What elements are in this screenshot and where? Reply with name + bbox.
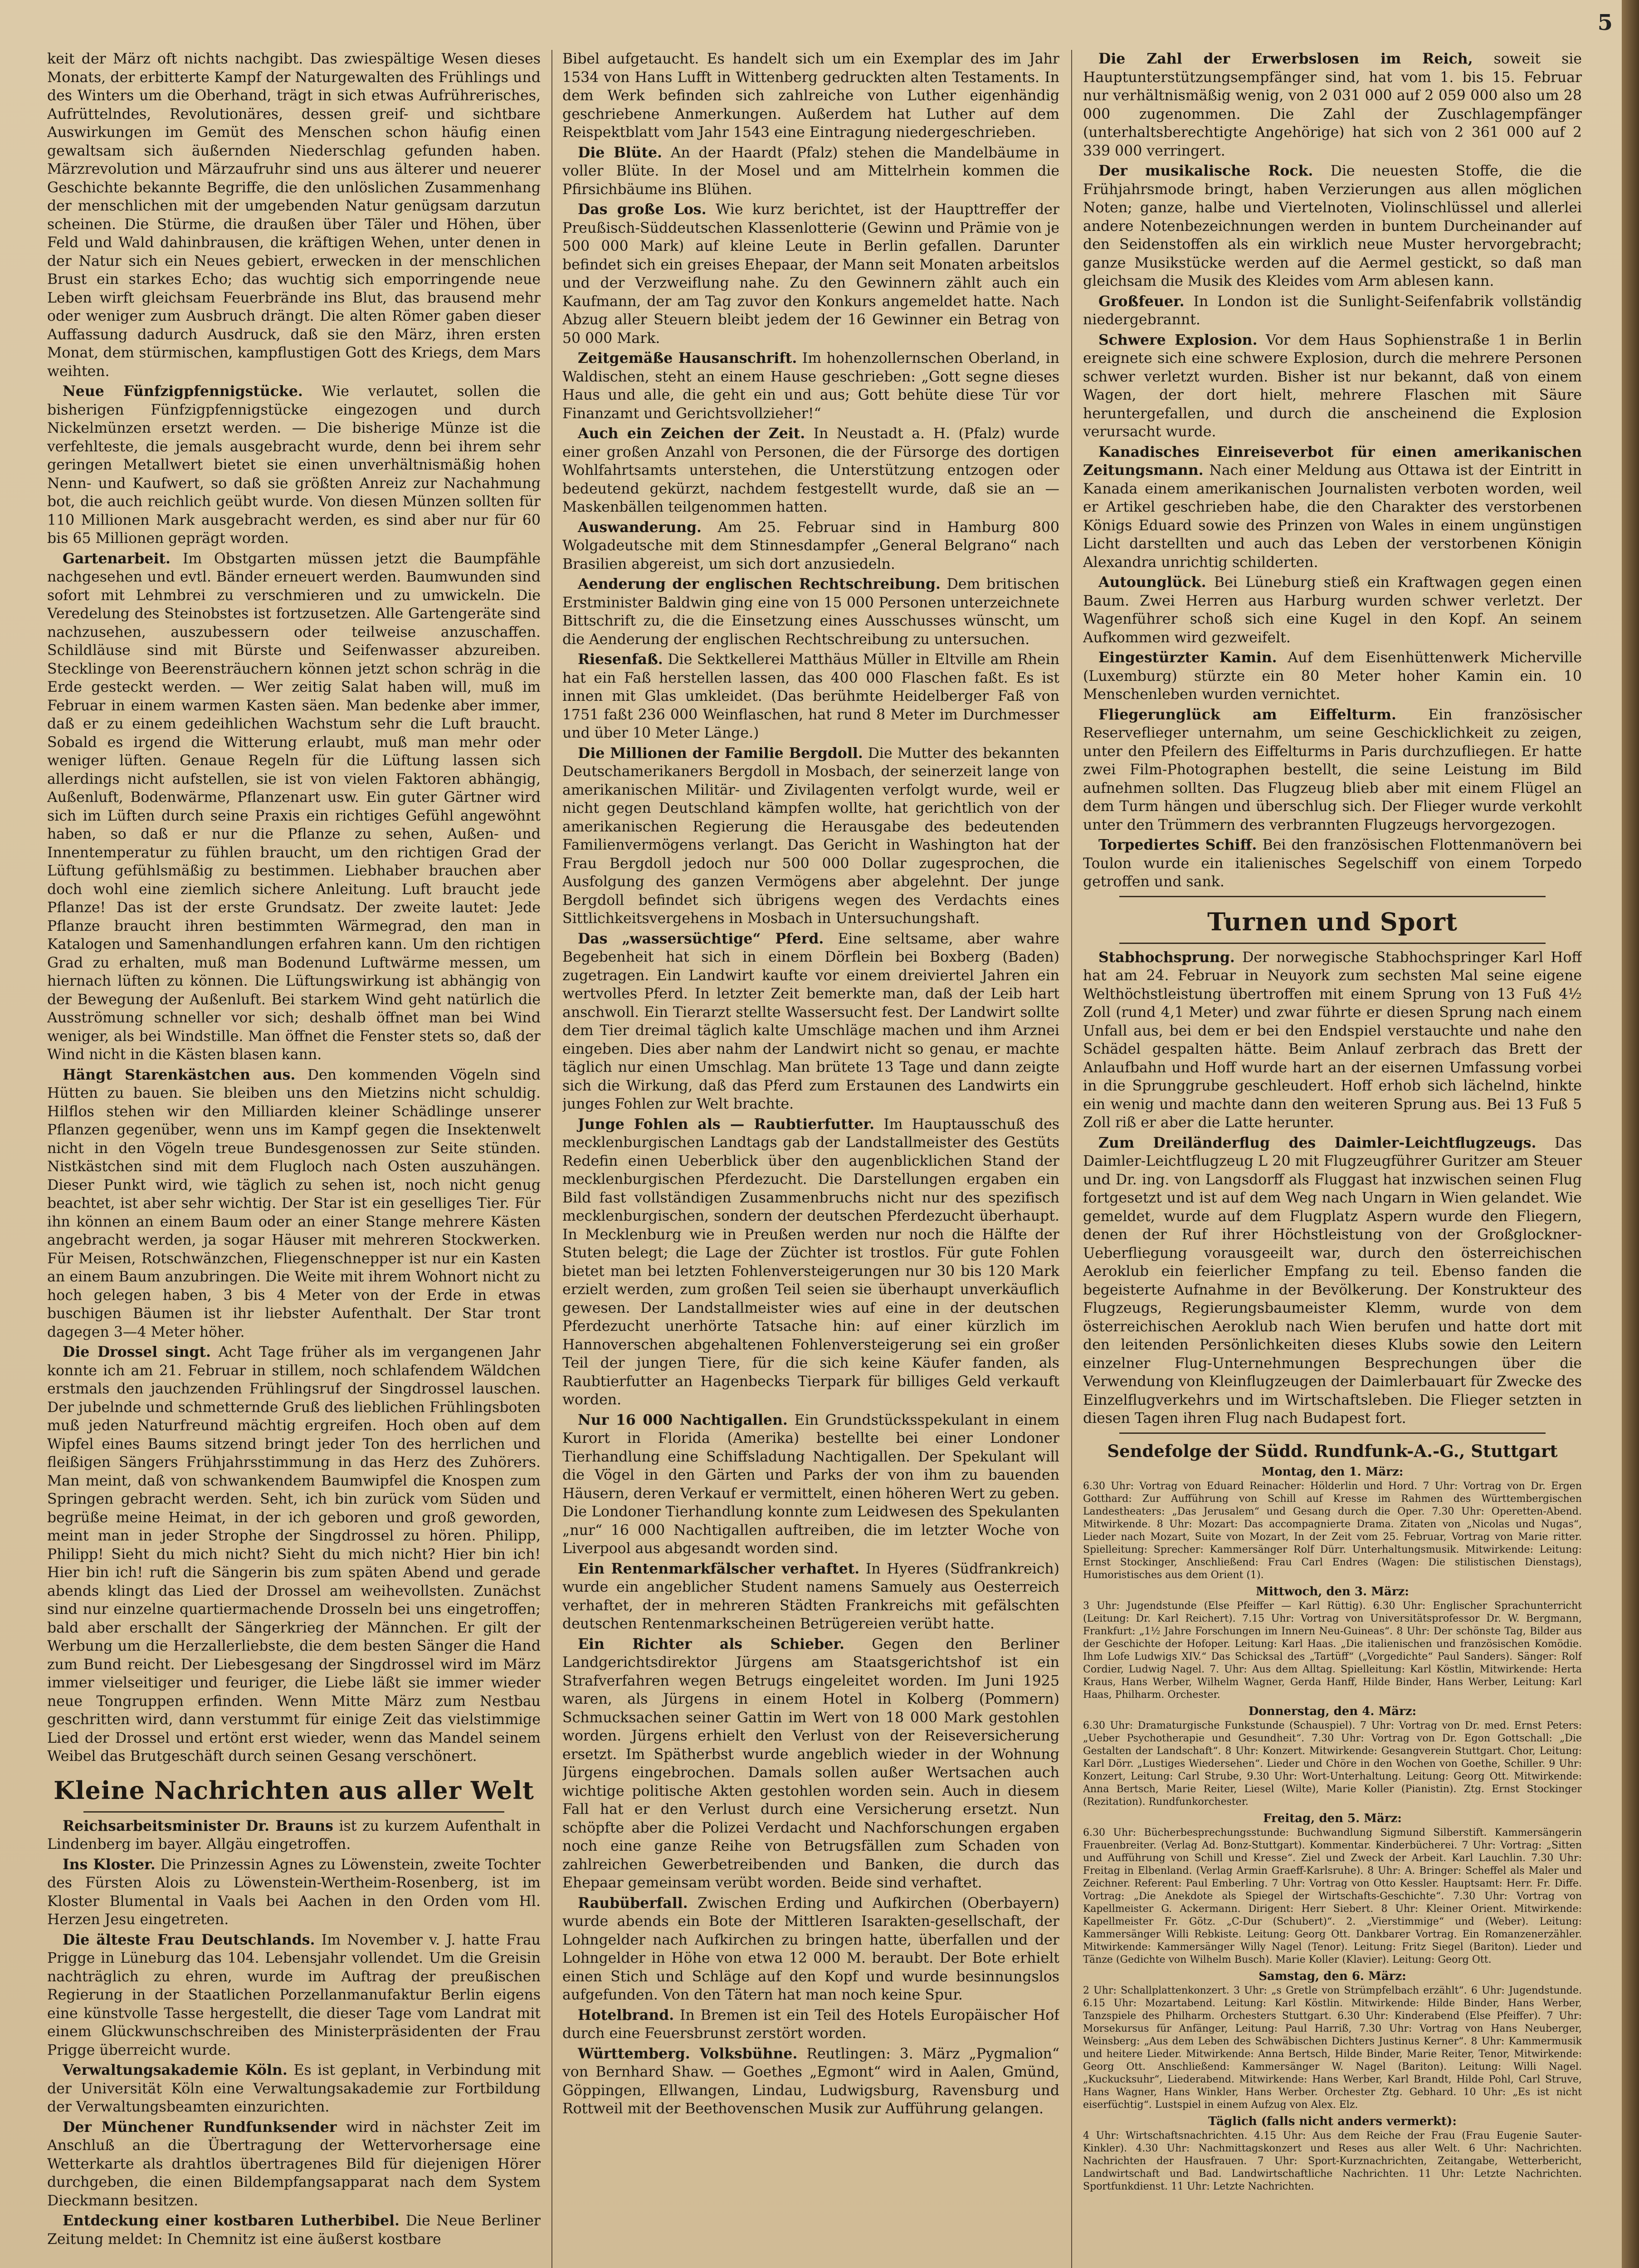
article-thrush-text: Acht Tage früher als im vergangenen Jahr konnte ich am 21. Februar in stillem, noch schlafendem Wäldchen erstmals den jauchzenden Frühlingsruf der Singdrossel lauschen. Der jubelnde und schmetternde Gruß des lieblichen Frühlingsboten muß jeden Naturfreund mächtig ergreifen. Hoch oben auf dem Wipfel eines Baums sitzend bringt jeder Ton des herrlichen und fleißigen Sängers Frühjahrsstimmung in das Herz des Zuhörers. Man meint, daß von schwankendem Baumwipfel die Knospen zum Springen gebracht werden. Seht, ich bin zurück vom Süden und begrüße meine Heimat, in der ich geboren und groß geworden, meint man in jeder Strophe der Singdrossel zu hören. Philipp, Philipp! Sieht du mich nicht? Sieht du mich nicht? Hier bin ich! Hier bin ich! ruft die Sängerin bis zum späten Abend und gerade abends klingt das Lied der Drossel am weihevollsten. Zunächst sind nur einzelne quartiermachende Drosseln bei uns eingetroffen; bald aber erschallt der Sängerkrieg der Männchen. Er gilt der Werbung um die Herzallerliebste, die dem besten Sänger die Hand zum Bund reicht. Der Liebesgesang der Singdrossel wird im März immer vielseitiger und feuriger, die Liebe läßt sie immer wieder neue Tongruppen erfinden. Wenn Mitte März zum Nestbau geschritten wird, dann verstummt für einige Zeit das vielstimmige Lied der Drossel und ertönt erst wieder, wenn das Mandel seinem Weibel das Brutgeschäft durch seinen Gesang verschönert.: [47, 1344, 541, 1765]
article-bergdoll-text: Die Mutter des bekannten Deutschamerikaners Bergdoll in Mosbach, der seinerzeit lange von amerikanischen Militär- und Zivilagenten verfolgt wurde, weil er nicht gegen Deutschland kämpfen wollte, hat gerichtlich von der amerikanischen Regierung die Herausgabe des bedeutenden Familienvermögens verlangt. Das Gericht in Washington hat der Frau Bergdoll jedoch nur 500 000 Dollar zugesprochen, die Ausfolgung des ganzen Vermögens aber abgelehnt. Der junge Bergdoll befindet sich übrigens wegen des Verdachts eines Sittlichkeitsvergehens in Mosbach in Untersuchungshaft.: [562, 745, 1059, 927]
article-musical-skirt-title: Der musikalische Rock.: [1098, 162, 1313, 179]
program-daily: Täglich (falls nicht anders vermerkt):: [1208, 2115, 1457, 2128]
article-oldest-woman-title: Die älteste Frau Deutschlands.: [63, 1931, 315, 1948]
article-eiffel: [1083, 706, 1582, 835]
article-foals: [562, 1115, 1059, 1409]
article-musical-skirt-text: Die neuesten Stoffe, die die Frühjahrsmode bringt, haben Verzierungen aus allen möglichen Noten; ganze, halbe und Viertelnoten, Violinschlüssel und allerlei andere Notenbezeichnungen werden in buntem Durcheinander auf den Seidenstoffen als ein wirklich neue Muster hervorgebracht; ganze Musikstücke werden auf die Aermel gestickt, so daß man gleichsam die Musik des Kleides vom Arm ablesen kann.: [1083, 163, 1582, 289]
page-number: 5: [1597, 10, 1613, 35]
article-radio-title: Der Münchener Rundfunksender: [63, 2118, 337, 2136]
article-car-accident-title: Autounglück.: [1098, 574, 1206, 591]
article-coins-title: Neue Fünfzigpfennigstücke.: [63, 383, 303, 400]
section-divider: [83, 1811, 504, 1813]
article-foals-title: Junge Fohlen als — Raubtierfutter.: [578, 1115, 875, 1133]
article-radio-text: wird in nächster Zeit im Anschluß an die Übertragung der Wettervorhersage eine Wetterkarte als drahtlos übertragenes Bild für diejenigen Hörer durchgeben, die einen Bildempfangsapparat nach dem System Dieckmann besitzen.: [47, 2119, 541, 2209]
article-chimney: [1083, 649, 1582, 704]
article-march: [47, 50, 541, 381]
article-academy-text: Es ist geplant, in Verbindung mit der Universität Köln eine Verwaltungsakademie zur Fortbildung der Verwaltungsbeamten einzurichten.: [47, 2062, 541, 2115]
article-sign-of-times: [562, 425, 1059, 517]
article-nightingales-text: Ein Grundstücksspekulant in einem Kurort in Florida (Amerika) bestellte bei einer Londoner Tierhandlung eine Schiffsladung Nachtigallen. Der Spekulant will die Vögel in den Gärten und Parks der von ihm zu bauenden Häusern, deren Verkauf er vermittelt, einen höheren Wert zu geben. Die Londoner Tierhandlung konnte zum Leidwesen des Spekulanten „nur“ 16 000 Nachtigallen auftreiben, die im letzter Woche von Liverpool aus abgesandt worden sind.: [562, 1412, 1059, 1557]
article-radio: [47, 2118, 541, 2210]
article-horse: [562, 930, 1059, 1114]
article-judge-title: Ein Richter als Schieber.: [578, 1635, 844, 1652]
article-starlings: [47, 1066, 541, 1342]
article-bloom-title: Die Blüte.: [578, 144, 663, 161]
article-big-fire: [1083, 293, 1582, 329]
article-hotel-fire-text: In Bremen ist ein Teil des Hotels Europäischer Hof durch eine Feuersbrunst zerstört worden.: [562, 2007, 1059, 2042]
section-heading-sport: Turnen und Sport: [1207, 907, 1458, 936]
article-car-accident-text: Bei Lüneburg stieß ein Kraftwagen gegen einen Baum. Zwei Herren aus Harburg wurden schwer verletzt. Der Wagenführer schoß sich eine Kugel in den Kopf. An seinem Aufkommen wird gezweifelt.: [1083, 574, 1582, 646]
article-horse-title: Das „wassersüchtige“ Pferd.: [578, 930, 824, 947]
article-lottery: [562, 200, 1059, 347]
article-car-accident: [1083, 573, 1582, 647]
article-spelling-title: Aenderung der englischen Rechtschreibung.: [578, 576, 941, 592]
article-forger-title: Ein Rentenmarkfälscher verhaftet.: [578, 1560, 860, 1577]
article-canada-ban: [1083, 443, 1582, 572]
article-kloster-text: Die Prinzessin Agnes zu Löwenstein, zweite Tochter des Fürsten Alois zu Löwenstein-Wertheim-Rosenberg, ist im Kloster Blumental in Vaals bei Aachen in den Orden vom Hl. Herzen Jesu eingetreten.: [47, 1856, 541, 1928]
article-torpedo-text: Bei den französischen Flottenmanövern bei Toulon wurde ein italienisches Segelschiff von einem Torpedo getroffen und sank.: [1083, 837, 1582, 890]
article-volksbuehne-text: Reutlingen: 3. März „Pygmalion“ von Bernhard Shaw. — Goethes „Egmont“ wird in Aalen, Gmünd, Göppingen, Ellwangen, Lindau, Ludwigsburg, Ravensburg und Rottweil mit der Beethovenschen Musik zur Aufführung gelangen.: [562, 2045, 1059, 2117]
article-pole-vault-text: Der norwegische Stabhochspringer Karl Hoff hat am 24. Februar in Neuyork zum sechsten Mal seine eigene Welthöchstleistung übertroffen mit einem Sprung von 13 Fuß 4½ Zoll (rund 4,1 Meter) und zwar führte er diesen Sprung nach einem Unfall aus, bei dem er bei den Endspiel verstauchte und nahe den Schädel gespalten hätte. Beim Anlauf zerbrach das Brett der Anlaufbahn und Hoff wurde hart an der eisernen Umfassung vorbei in die Sprunggrube geschleudert. Hoff erhob sich lächelnd, hinkte ein wenig und machte dann den weiteren Sprung aus. Bei 13 Fuß 5 Zoll riß er aber die Latte herunter.: [1083, 949, 1582, 1131]
article-nightingales-title: Nur 16 000 Nachtigallen.: [578, 1411, 788, 1428]
article-oldest-woman: [47, 1931, 541, 2060]
article-chimney-title: Eingestürzter Kamin.: [1098, 649, 1277, 666]
article-emigration-text: Am 25. Februar sind in Hamburg 800 Wolgadeutsche mit dem Stinnesdampfer „General Belgrano“ nach Brasilien abgereist, um sich dort anzusiedeln.: [562, 519, 1059, 572]
column-3: [1083, 50, 1582, 2268]
article-canada-ban-title: Kanadisches Einreiseverbot für einen amerikanischen Zeitungsmann.: [1083, 443, 1582, 479]
program-day-thursday: Donnerstag, den 4. März:: [1248, 1705, 1417, 1718]
article-bible-cont-text: Bibel aufgetaucht. Es handelt sich um ein Exemplar des im Jahr 1534 von Hans Lufft in Wittenberg gedruckten alten Testaments. In dem Werk befinden sich zahlreiche von Luther eigenhändig geschriebene Anmerkungen. Außerdem hat Luther auf dem Reispektblatt vom Jahr 1543 eine Eintragung niedergeschrieben.: [562, 51, 1059, 141]
article-musical-skirt: [1083, 162, 1582, 291]
program-day-saturday: Samstag, den 6. März:: [1259, 1970, 1406, 1983]
article-forger: [562, 1560, 1059, 1633]
article-bloom-text: An der Haardt (Pfalz) stehen die Mandelbäume in voller Blüte. In der Mosel und am Mittelrhein kommen die Pfirsichbäume ins Blühen.: [562, 144, 1059, 198]
radio-program-heading: Sendefolge der Südd. Rundfunk-A.-G., Stuttgart: [1107, 1441, 1558, 1461]
column-rule-1: [551, 50, 552, 2268]
article-judge: [562, 1635, 1059, 1892]
article-explosion-text: Vor dem Haus Sophienstraße 1 in Berlin ereignete sich eine schwere Explosion, durch die mehrere Personen schwer verletzt wurden. Bisher ist nur bekannt, daß von einem Wagen, der dort hielt, mehrere Flaschen mit Säure heruntergefallen, und durch die anscheinend die Explosion verursacht wurde.: [1083, 332, 1582, 440]
program-wednesday-text: 3 Uhr: Jugendstunde (Else Pfeiffer — Karl Rüttig). 6.30 Uhr: Englischer Sprachunterricht (Leitung: Dr. Karl Reichert). 7.15 Uhr: Vortrag von Universitätsprofessor Dr. W. Bergmann, Frankfurt: „1½ Jahre Forschungen im Innern Neu-Guineas“. 8 Uhr: Der schönste Tag, Bilder aus der Geschichte der Hofoper. Leitung: Karl Haas. „Die italienischen und französischen Komödie. Ihm Lofe Ludwigs XIV.“ Das Schicksal des „Tartüff“ („Vorgedichte“ Paul Sanders). Sänger: Rolf Cordier, Ludwig Nagel. 7. Uhr: Aus dem Alltag. Spielleitung: Karl Köstlin, Mitwirkende: Herta Kraus, Hans Werber, Wilhelm Wagner, Gerda Hanff, Hilde Binder, Hans Werber, Leitung: Karl Haas, Philharm. Orchester.: [1083, 1600, 1582, 1701]
article-lottery-text: Wie kurz berichtet, ist der Haupttreffer der Preußisch-Süddeutschen Klassenlotterie (Gewinn und Prämie von je 500 000 Mark) auf kleine Leute in Berlin gefallen. Darunter befindet sich ein greises Ehepaar, der Mann seit Monaten arbeitslos und der Verzweiflung nahe. Zu den Gewinnern zählt auch ein Kaufmann, der am Tag zuvor den Konkurs angemeldet hatte. Nach Abzug aller Steuern bleibt jedem der 16 Gewinner ein Betrag von 50 000 Mark.: [562, 201, 1059, 347]
column-2: [562, 50, 1059, 2268]
article-emigration: [562, 518, 1059, 574]
article-big-fire-text: In London ist die Sunlight-Seifenfabrik vollständig niedergebrannt.: [1083, 293, 1582, 328]
article-starlings-text: Den kommenden Vögeln sind Hütten zu bauen. Sie bleiben uns den Mietzins nicht schuldig. Hilflos stehen wir den Milliarden kleiner Schädlinge unserer Pflanzen gegenüber, wenn uns im Kampf gegen die Insektenwelt nicht in den Vögeln treue Bundesgenossen zur Seite stünden. Nistkästchen sind mit dem Flugloch nach Osten auszuhängen. Dieser Punkt wird, wie täglich zu sehen ist, noch nicht genug beachtet, ist aber sehr wichtig. Der Star ist ein geselliges Tier. Für ihn können an einem Baum oder an einer Stange mehrere Kästen angebracht werden, ja sogar Häuser mit mehreren Stockwerken. Für Meisen, Rotschwänzchen, Fliegenschnepper ist nur ein Kasten an einem Baum anzubringen. Die Weite mit ihrem Wohnort nicht zu hoch gelegen haben, 3 bis 4 Meter von der Erde in etwas buschigen Bäumen ist ihr liebster Aufenthalt. Der Star tront dagegen 3—4 Meter höher.: [47, 1066, 541, 1340]
article-eiffel-title: Fliegerunglück am Eiffelturm.: [1098, 706, 1396, 723]
article-bloom: [562, 144, 1059, 199]
article-nightingales: [562, 1411, 1059, 1558]
program-day-monday: Montag, den 1. März:: [1261, 1465, 1404, 1479]
article-brauns-title: Reichsarbeitsminister Dr. Brauns: [63, 1817, 333, 1834]
article-eiffel-text: Ein französischer Reserveflieger unternahm, um seine Geschicklichkeit zu zeigen, unter den Pfeilern des Eiffelturms in Paris durchzufliegen. Er hatte zwei Film-Photographen bestellt, die seine Leistung im Bild aufnehmen sollten. Das Flugzeug blieb aber mit einem Flügel an dem Turm hängen und überschlug sich. Der Flieger wurde verkohlt unter den Trümmern des verbrannten Flugzeugs hervorgezogen.: [1083, 706, 1582, 833]
article-barrel-text: Die Sektkellerei Matthäus Müller in Eltville am Rhein hat ein Faß herstellen lassen, das 400 000 Flaschen faßt. Es ist innen mit Glas umkleidet. (Das berühmte Heidelberger Faß von 1751 faßt 236 000 Weinflaschen, hat rund 8 Meter im Durchmesser und über 10 Meter Länge.): [562, 651, 1059, 741]
article-barrel-title: Riesenfaß.: [578, 651, 663, 668]
article-coins-text: Wie verlautet, sollen die bisherigen Fünfzigpfennigstücke eingezogen und durch Nickelmünzen ersetzt werden. — Die bisherige Münze ist die verfehlteste, die jemals ausgebracht wurde, denn bei ihrem sehr geringen Metallwert bietet sie einen unverhältnismäßig hohen Nenn- und Kaufwert, so daß sie größten Anreiz zur Nachahmung bot, die auch reichlich geübt wurde. Von diesen Münzen sollten für 110 Millionen Mark ausgebracht werden, es sind aber nur für 60 bis 65 Millionen geprägt worden.: [47, 383, 541, 547]
article-unemployed: [1083, 50, 1582, 160]
article-bergdoll: [562, 744, 1059, 928]
article-oldest-woman-text: Im November v. J. hatte Frau Prigge in Lüneburg das 104. Lebensjahr vollendet. Um die Greisin nachträglich zu ehren, wurde im Auftrag der preußischen Regierung in der Staatlichen Porzellanmanufaktur Berlin eigens eine künstvolle Tasse hergestellt, die dieser Tage vom Landrat mit einem Glückwunschschreiben des Ministerpräsidenten der Frau Prigge überreicht wurde.: [47, 1931, 541, 2058]
article-brauns-text: ist zu kurzem Aufenthalt in Lindenberg im bayer. Allgäu eingetroffen.: [47, 1818, 541, 1853]
article-emigration-title: Auswanderung.: [578, 518, 702, 536]
article-spelling-text: Dem britischen Erstminister Baldwin ging eine von 15 000 Personen unterzeichnete Bittschrift zu, die die Einsetzung eines Ausschusses wünscht, um die Aenderung der englischen Rechtschreibung zu untersuchen.: [562, 576, 1059, 648]
article-house-inscription-text: Im hohenzollernschen Oberland, in Waldischen, steht an einem Hause geschrieben: „Gott segne dieses Haus und alle, die geht ein und aus; Gott behüte diese Tür vor Finanzamt und Gerichtsvollzieher!“: [562, 350, 1059, 422]
program-daily-text: 4 Uhr: Wirtschaftsnachrichten. 4.15 Uhr: Aus dem Reiche der Frau (Frau Eugenie Sauter-Kinkler). 4.30 Uhr: Nachmittagskonzert und Reses aus aller Welt. 6 Uhr: Nachrichten. Nachrichten der Hausfrauen. 7 Uhr: Sport-Kurznachrichten, Zeitangabe, Wetterbericht, Landwirtschaft und Bad. Landwirtschaftliche Nachrichten. 11 Uhr: Letzte Nachrichten. Sportfunkdienst. 11 Uhr: Letzte Nachrichten.: [1083, 2130, 1582, 2192]
article-robbery: [562, 1894, 1059, 2004]
article-academy-title: Verwaltungsakademie Köln.: [63, 2062, 288, 2078]
article-sign-of-times-text: In Neustadt a. H. (Pfalz) wurde einer großen Anzahl von Personen, die der Fürsorge des dortigen Wohlfahrtsamts unterstehen, die Unterstützung entzogen oder bedeutend gekürzt, nachdem festgestellt wurde, daß sie an — Maskenbällen teilgenommen hatten.: [562, 425, 1059, 515]
section-heading-news: Kleine Nachrichten aus aller Welt: [54, 1775, 534, 1805]
article-garden-text: Im Obstgarten müssen jetzt die Baumpfähle nachgesehen und evtl. Bänder erneuert werden. Baumwunden sind sofort mit Lehmbrei zu verschmieren und zu umwickeln. Die Veredelung des Steinobstes ist fortzusetzen. Alle Gartengeräte sind nachzusehen, auszubessern oder teilweise anzuschaffen. Schildläuse sind mit Bürste und Seifenwasser abzureiben. Stecklinge von Beerensträuchern können jetzt schon schräg in die Erde gesteckt werden. — Wer zeitig Salat haben will, muß im Februar in einem warmen Kasten säen. Man bedenke aber immer, daß er zu einem gedeihlichen Wachstum sehr die Luft braucht. Sobald es irgend die Witterung erlaubt, muß man mehr oder weniger lüften. Genaue Regeln für die Lüftung lassen sich allerdings nicht aufstellen, sie ist von vielen Faktoren abhängig, Außenluft, Bodenwärme, Pflanzenart usw. Ein guter Gärtner wird sich im Lüften durch seine Praxis ein richtiges Gefühl angewöhnt haben, so daß er nur die Pflanze zu sehen, Außen- und Innentemperatur zu fühlen braucht, um den richtigen Grad der Lüftung gefühlsmäßig zu bestimmen. Liebhaber brauchen aber doch wohl eine ziemlich sichere Anleitung. Luft braucht jede Pflanze! Das ist der erste Grundsatz. Der zweite lautet: Jede Pflanze braucht ihren bestimmten Wärmegrad, den man in Katalogen und Samenhandlungen erfahren kann. Um den richtigen Grad zu erhalten, muß man Bodenund Luftwärme messen, um hiernach lüften zu können. Die Lüftungswirkung ist abhängig von der Bewegung der Außenluft. Bei starkem Wind geht natürlich die Ausströmung schneller vor sich; deshalb öffnet man bei Wind weniger, als bei Windstille. Man öffnet die Fenster stets so, daß der Wind nicht in die Kästen blasen kann.: [47, 550, 541, 1063]
article-luther-bible-text: Die Neue Berliner Zeitung meldet: In Chemnitz ist eine äußerst kostbare: [47, 2213, 541, 2248]
article-house-inscription: [562, 349, 1059, 423]
article-canada-ban-text: Nach einer Meldung aus Ottawa ist der Eintritt in Kanada einem amerikanischen Journalisten verboten worden, weil er Artikel geschrieben habe, die den Charakter des verstorbenen Königs Eduard sowie des Prinzen von Wales in einem ungünstigen Licht darstellten und auch das Leben der verstorbenen Königin Alexandra unrichtig schilderten.: [1083, 462, 1582, 571]
article-garden-title: Gartenarbeit.: [63, 550, 171, 567]
article-volksbuehne-title: Württemberg. Volksbühne.: [578, 2045, 798, 2062]
article-luther-bible: [47, 2212, 541, 2248]
section-divider-sport-top: [1119, 896, 1546, 897]
article-foals-text: Im Hauptausschuß des mecklenburgischen Landtags gab der Landstallmeister des Gestüts Redefin einen Ueberblick über den augenblicklichen Stand der mecklenburgischen Pferdezucht. Die Darstellungen ergaben ein Bild fast vollständigen Zusammenbruchs nicht nur des spezifisch mecklenburgischen, sondern der deutschen Pferdezucht überhaupt. In Mecklenburg wie in Preußen werden nur noch die Hälfte der Stuten belegt; die Lage der Züchter ist trostlos. Für gute Fohlen bietet man bei letzten Fohlenversteigerungen nur 30 bis 120 Mark erzielt werden, zum großen Teil seien sie überhaupt unverkäuflich gewesen. Der Landstallmeister wies auf eine in der deutschen Pferdezucht unerhörte Tatsache hin: auf einer kürzlich im Hannoverschen abgehaltenen Fohlenversteigerung sei ein großer Teil der jungen Tiere, für die sich keine Käufer fanden, als Raubtierfutter an Hagenbecks Tierpark für billiges Geld verkauft worden.: [562, 1116, 1059, 1408]
article-march-text: keit der März oft nichts nachgibt. Das zwiespältige Wesen dieses Monats, der erbitterte Kampf der Naturgewalten des Frühlings und des Winters um die Oberhand, trägt in sich etwas Aufrührerisches, Aufrüttelndes, Revolutionäres, dessen greif- und sichtbare Auswirkungen im Gemüt des Menschen schon häufig einen gewaltsam sich äußernden Niederschlag gefunden haben. Märzrevolution und Märzaufruhr sind uns aus älterer und neuerer Geschichte bekannte Begriffe, die den unlöslichen Zusammenhang der menschlichen mit der umgebenden Natur genügsam darzutun scheinen. Die Stürme, die draußen über Täler und Höhen, über Feld und Wald dahinbrausen, die kräftigen Wehen, unter denen in der Natur sich ein Neues gebiert, erwecken in der menschlichen Brust ein starkes Echo; das wuchtig sich emporringende neue Leben wirft gleichsam Feuerbrände ins Blut, das brausend mehr oder weniger zum Ausbruch drängt. Die alten Römer gaben dieser Auffassung dadurch Ausdruck, daß sie den März, ihren ersten Monat, dem stürmischen, kampflustigen Gott des Kriegs, dem Mars weihten.: [47, 51, 541, 380]
article-explosion: [1083, 331, 1582, 441]
article-thrush-title: Die Drossel singt.: [63, 1344, 211, 1360]
article-horse-text: Eine seltsame, aber wahre Begebenheit hat sich in einem Dörflein bei Boxberg (Baden) zugetragen. Ein Landwirt kaufte vor einem dreiviertel Jahren ein wertvolles Pferd. In letzter Zeit bemerkte man, daß der Leib hart anschwoll. Ein Tierarzt stellte Wassersucht fest. Der Landwirt sollte dem Tier dreimal täglich kalte Umschläge machen und ihm Arznei eingeben. Dies aber nahm der Landwirt nicht so genau, er machte täglich nur einen Umschlag. Man brütete 13 Tage und dann zeigte sich die Wirkung, daß das Pferd zum Erstaunen des Landwirts ein junges Fohlen zur Welt brachte.: [562, 930, 1059, 1112]
program-thursday-text: 6.30 Uhr: Dramaturgische Funkstunde (Schauspiel). 7 Uhr: Vortrag von Dr. med. Ernst Peters: „Ueber Psychotherapie und Gesundheit“. 7.30 Uhr: Vortrag von Dr. Egon Gottschall: „Die Gestalten der Landschaft“. 8 Uhr: Konzert. Mitwirkende: Gesangverein Stuttgart. Chor, Leitung: Karl Dörr. „Lustiges Wiedersehen“. Lieder und Chöre in den Wochen von Goethe, Schiller. 9 Uhr: Konzert, Leitung: Carl Strube, 9.30 Uhr: Wort-Unterhaltung. Leitung: Georg Ott. Mitwirkende: Anna Bertsch, Marie Reiter, Liesel (Wilte), Marie Koller (Pianistin). Ztg. Ernst Stockinger (Rezitation). Rundfunkorchester.: [1083, 1720, 1582, 1808]
article-brauns: [47, 1817, 541, 1854]
article-kloster-title: Ins Kloster.: [63, 1856, 156, 1873]
program-friday-text: 6.30 Uhr: Bücherbesprechungsstunde: Buchwandlung Sigmund Silberstift. Kammersängerin Frauenbreiter. (Verlag Ad. Bonz-Stuttgart). Kommentar. Kinderbücherei. 7 Uhr: Vortrag: „Sitten und Aufführung von Schill und Kresse“. Ziel und Zweck der Arbeit. Karl Lauchlin. 7.30 Uhr: Freitag in Elbenland. (Verlag Armin Graeff-Karlsruhe). 8 Uhr: A. Bringer: Scheffel als Maler und Zeichner. Referent: Paul Emberling. 7 Uhr: Vortrag von Otto Kessler. Hauptsamt: Herr. Fr. Diffe. Vortrag: „Die Anekdote als Spiegel der Wirtschafts-Geschichte“. 7.30 Uhr: Vortrag von Kapellmeister G. Ackermann. Dirigent: Herr Siebert. 8 Uhr: Kleiner Orient. Mitwirkende: Kapellmeister Fr. Götz. „C-Dur (Schubert)“. 2. „Vierstimmige“ und (Weber). Leitung: Kammersänger Willi Rebkiste. Leitung: Georg Ott. Dankbarer Vortrag. Ein Romanzenerzähler. Mitwirkende: Kammersänger Willy Nagel (Tenor). Leitung: Fritz Siegel (Bariton). Lieder und Tänze (Gedichte von Wilhelm Busch). Marie Koller (Klavier). Leitung: Georg Ott.: [1083, 1827, 1582, 1965]
section-divider-sport: [1119, 943, 1546, 944]
article-torpedo-title: Torpediertes Schiff.: [1098, 836, 1257, 853]
article-daimler-flight-title: Zum Dreiländerflug des Daimler-Leichtflugzeugs.: [1098, 1134, 1537, 1151]
article-luther-bible-title: Entdeckung einer kostbaren Lutherbibel.: [63, 2212, 400, 2229]
article-daimler-flight: [1083, 1134, 1582, 1428]
article-torpedo: [1083, 836, 1582, 891]
article-pole-vault: [1083, 948, 1582, 1132]
article-lottery-title: Das große Los.: [578, 201, 707, 218]
article-house-inscription-title: Zeitgemäße Hausanschrift.: [578, 350, 797, 367]
article-spelling: [562, 575, 1059, 649]
column-rule-2: [1071, 50, 1072, 2268]
article-robbery-text: Zwischen Erding und Aufkirchen (Oberbayern) wurde abends ein Bote der Mittleren Isarakten-gesellschaft, der Lohngelder nach Aufkirchen zu bringen hatte, überfallen und der Lohngelder in Höhe von etwa 12 000 M. beraubt. Der Bote erhielt einen Stich und Schläge auf den Kopf und wurde besinnungslos aufgefunden. Von den Tätern hat man noch keine Spur.: [562, 1895, 1059, 2003]
article-volksbuehne: [562, 2045, 1059, 2118]
article-daimler-flight-text: Das Daimler-Leichtflugzeug L 20 mit Flugzeugführer Guritzer am Steuer und Dr. ing. von Langsdorff als Fluggast hat inzwischen seinen Flug fortgesetzt und ist auf dem Weg nach Ungarn in Wien gelandet. Wie gemeldet, wurde auf dem Flugplatz Aspern wurde den Fliegern, denen der Ruf ihrer Höchstleistung von der Großglockner-Ueberfliegung vorausgeeilt war, durch den österreichischen Aeroklub ein feierlicher Empfang zu teil. Ebenso fanden die begeisterte Aufnahme in der Bevölkerung. Der Konstrukteur des Flugzeugs, Regierungsbaumeister Klemm, wurde von dem österreichischen Aeroklub nach Wien berufen und hatte dort mit den leitenden Persönlichkeiten dieses Klubs sowie den Leitern einzelner Flug-Unternehmungen Besprechungen über die Verwendung von Kleinflugzeugen der Daimlerbauart für Zwecke des Einzelflugverkehrs und im Wirtschaftsleben. Die Flieger setzten in diesen Tagen ihren Flug nach Budapest fort.: [1083, 1134, 1582, 1427]
column-1: [47, 50, 541, 2268]
program-day-friday: Freitag, den 5. März:: [1263, 1812, 1402, 1825]
article-bible-cont: [562, 50, 1059, 142]
article-sign-of-times-title: Auch ein Zeichen der Zeit.: [578, 425, 805, 442]
article-coins: [47, 382, 541, 548]
article-barrel: [562, 650, 1059, 743]
radio-program: [1083, 1466, 1582, 2193]
article-academy: [47, 2061, 541, 2116]
article-explosion-title: Schwere Explosion.: [1098, 331, 1258, 348]
article-bergdoll-title: Die Millionen der Familie Bergdoll.: [578, 744, 863, 762]
program-saturday-text: 2 Uhr: Schallplattenkonzert. 3 Uhr: „s Gretle von Strümpfelbach erzählt“. 6 Uhr: Jugendstunde. 6.15 Uhr: Mozartabend. Leitung: Karl Köstlin. Mitwirkende: Hilde Binder, Hans Werber, Tanzspiele des Philharm. Orchesters Stuttgart. 6.30 Uhr: Kinderabend (Else Pfeiffer). 7 Uhr: Morsekursus für Anfänger, Leitung: Paul Harriß, 7.30 Uhr: Vortrag von Hans Neuberger, Weinsberg: „Aus dem Leben des Schwäbischen Dichters Justinus Kerner“. 8 Uhr: Kammermusik und heitere Lieder. Mitwirkende: Anna Bertsch, Hilde Binder, Marie Reiter, Tenor, Mitwirkende: Georg Ott. Anschließend: Kammersänger W. Nagel (Bariton). Leitung: Willi Nagel. „Kuckucksuhr“, Liederabend. Mitwirkende: Hans Werber, Karl Brandt, Hilde Pohl, Carl Struve, Hans Wagner, Hans Winkler, Hans Werber. Orchester Ztg. Gebhard. 10 Uhr: „Es ist nicht eiserfüchtig“. Lustspiel in einem Aufzug von Alex. Elz.: [1083, 1985, 1582, 2111]
page-spine-edge: [1622, 0, 1639, 2268]
program-monday-text: 6.30 Uhr: Vortrag von Eduard Reinacher: Hölderlin und Hord. 7 Uhr: Vortrag von Dr. Ergen Gotthard: Zur Aufführung von Schill auf Kresse im Rahmen des Württembergischen Landestheaters: „Das Jerusalem“ und Gesang durch die Oper. 7.30 Uhr: Operetten-Abend. Mitwirkende. 8 Uhr: Mozart: Das accompagnierte Drama. Zitaten von „Nicolas und Nugas“, Lieder nach Mozart, Suite von Mozart, In der Zeit vom 25. Februar, Vortrag von Marie ritter. Spielleitung: Sprecher: Kammersänger Rolf Dürr. Unterhaltungsmusik. Mitwirkende: Leitung: Ernst Stockinger, Anschließend: Frau Carl Endres (Wagen: Die stilistischen Dienstags), Humoristisches aus dem Orient (1).: [1083, 1481, 1582, 1581]
article-robbery-title: Raubüberfall.: [578, 1894, 688, 1911]
article-big-fire-title: Großfeuer.: [1098, 293, 1185, 310]
article-chimney-text: Auf dem Eisenhüttenwerk Micherville (Luxemburg) stürzte ein 80 Meter hoher Kamin ein. 10 Menschenleben wurden vernichtet.: [1083, 650, 1582, 703]
program-day-wednesday: Mittwoch, den 3. März:: [1256, 1585, 1409, 1598]
article-hotel-fire: [562, 2006, 1059, 2043]
article-garden: [47, 550, 541, 1064]
article-forger-text: In Hyeres (Südfrankreich) wurde ein angeblicher Student namens Samuely aus Oesterreich verhaftet, der in mehreren Städten Frankreichs mit gefälschten deutschen Rentenmarkscheinen Betrügereien verübt hatte.: [562, 1560, 1059, 1632]
article-thrush: [47, 1343, 541, 1766]
article-hotel-fire-title: Hotelbrand.: [578, 2006, 674, 2024]
article-starlings-title: Hängt Starenkästchen aus.: [63, 1066, 296, 1083]
article-kloster: [47, 1856, 541, 1929]
section-divider-radio: [1119, 1432, 1546, 1434]
article-judge-text: Gegen den Berliner Landgerichtsdirektor Jürgens am Staatsgerichtshof ist ein Strafverfahren wegen Betrugs eingeleitet worden. Im Juni 1925 waren, als Jürgens in einem Hotel in Kolberg (Pommern) Schmucksachen seiner Gattin im Wert von 18 000 Mark gestohlen worden. Jürgens erhielt den Verlust von der Reiseversicherung ersetzt. Im Spätherbst wurde angeblich wieder in der Wohnung Jürgens eingebrochen. Damals sollen außer Wertsachen auch wichtige politische Akten gestohlen worden sein. Auch in diesem Fall hat er den Verlust durch eine Versicherung ersetzt. Nun schöpfte aber die Polizei Verdacht und Nachforschungen ergaben noch eine ganze Reihe von Betrugsfällen zum Schaden von zahlreichen Gewerbetreibenden und Banken, die durch das Ehepaar gemeinsam verübt worden. Beide sind verhaftet.: [562, 1636, 1059, 1891]
article-unemployed-title: Die Zahl der Erwerbslosen im Reich,: [1098, 50, 1473, 67]
article-unemployed-text: soweit sie Hauptunterstützungsempfänger sind, hat vom 1. bis 15. Februar nur verhältnismäßig wenig, von 2 031 000 auf 2 059 000 also um 28 000 zugenommen. Die Zahl der Zuschlagempfänger (unterhaltsberechtigte Angehörige) hat sich von 2 361 000 auf 2 339 000 verringert.: [1083, 51, 1582, 159]
article-pole-vault-title: Stabhochsprung.: [1098, 948, 1235, 966]
